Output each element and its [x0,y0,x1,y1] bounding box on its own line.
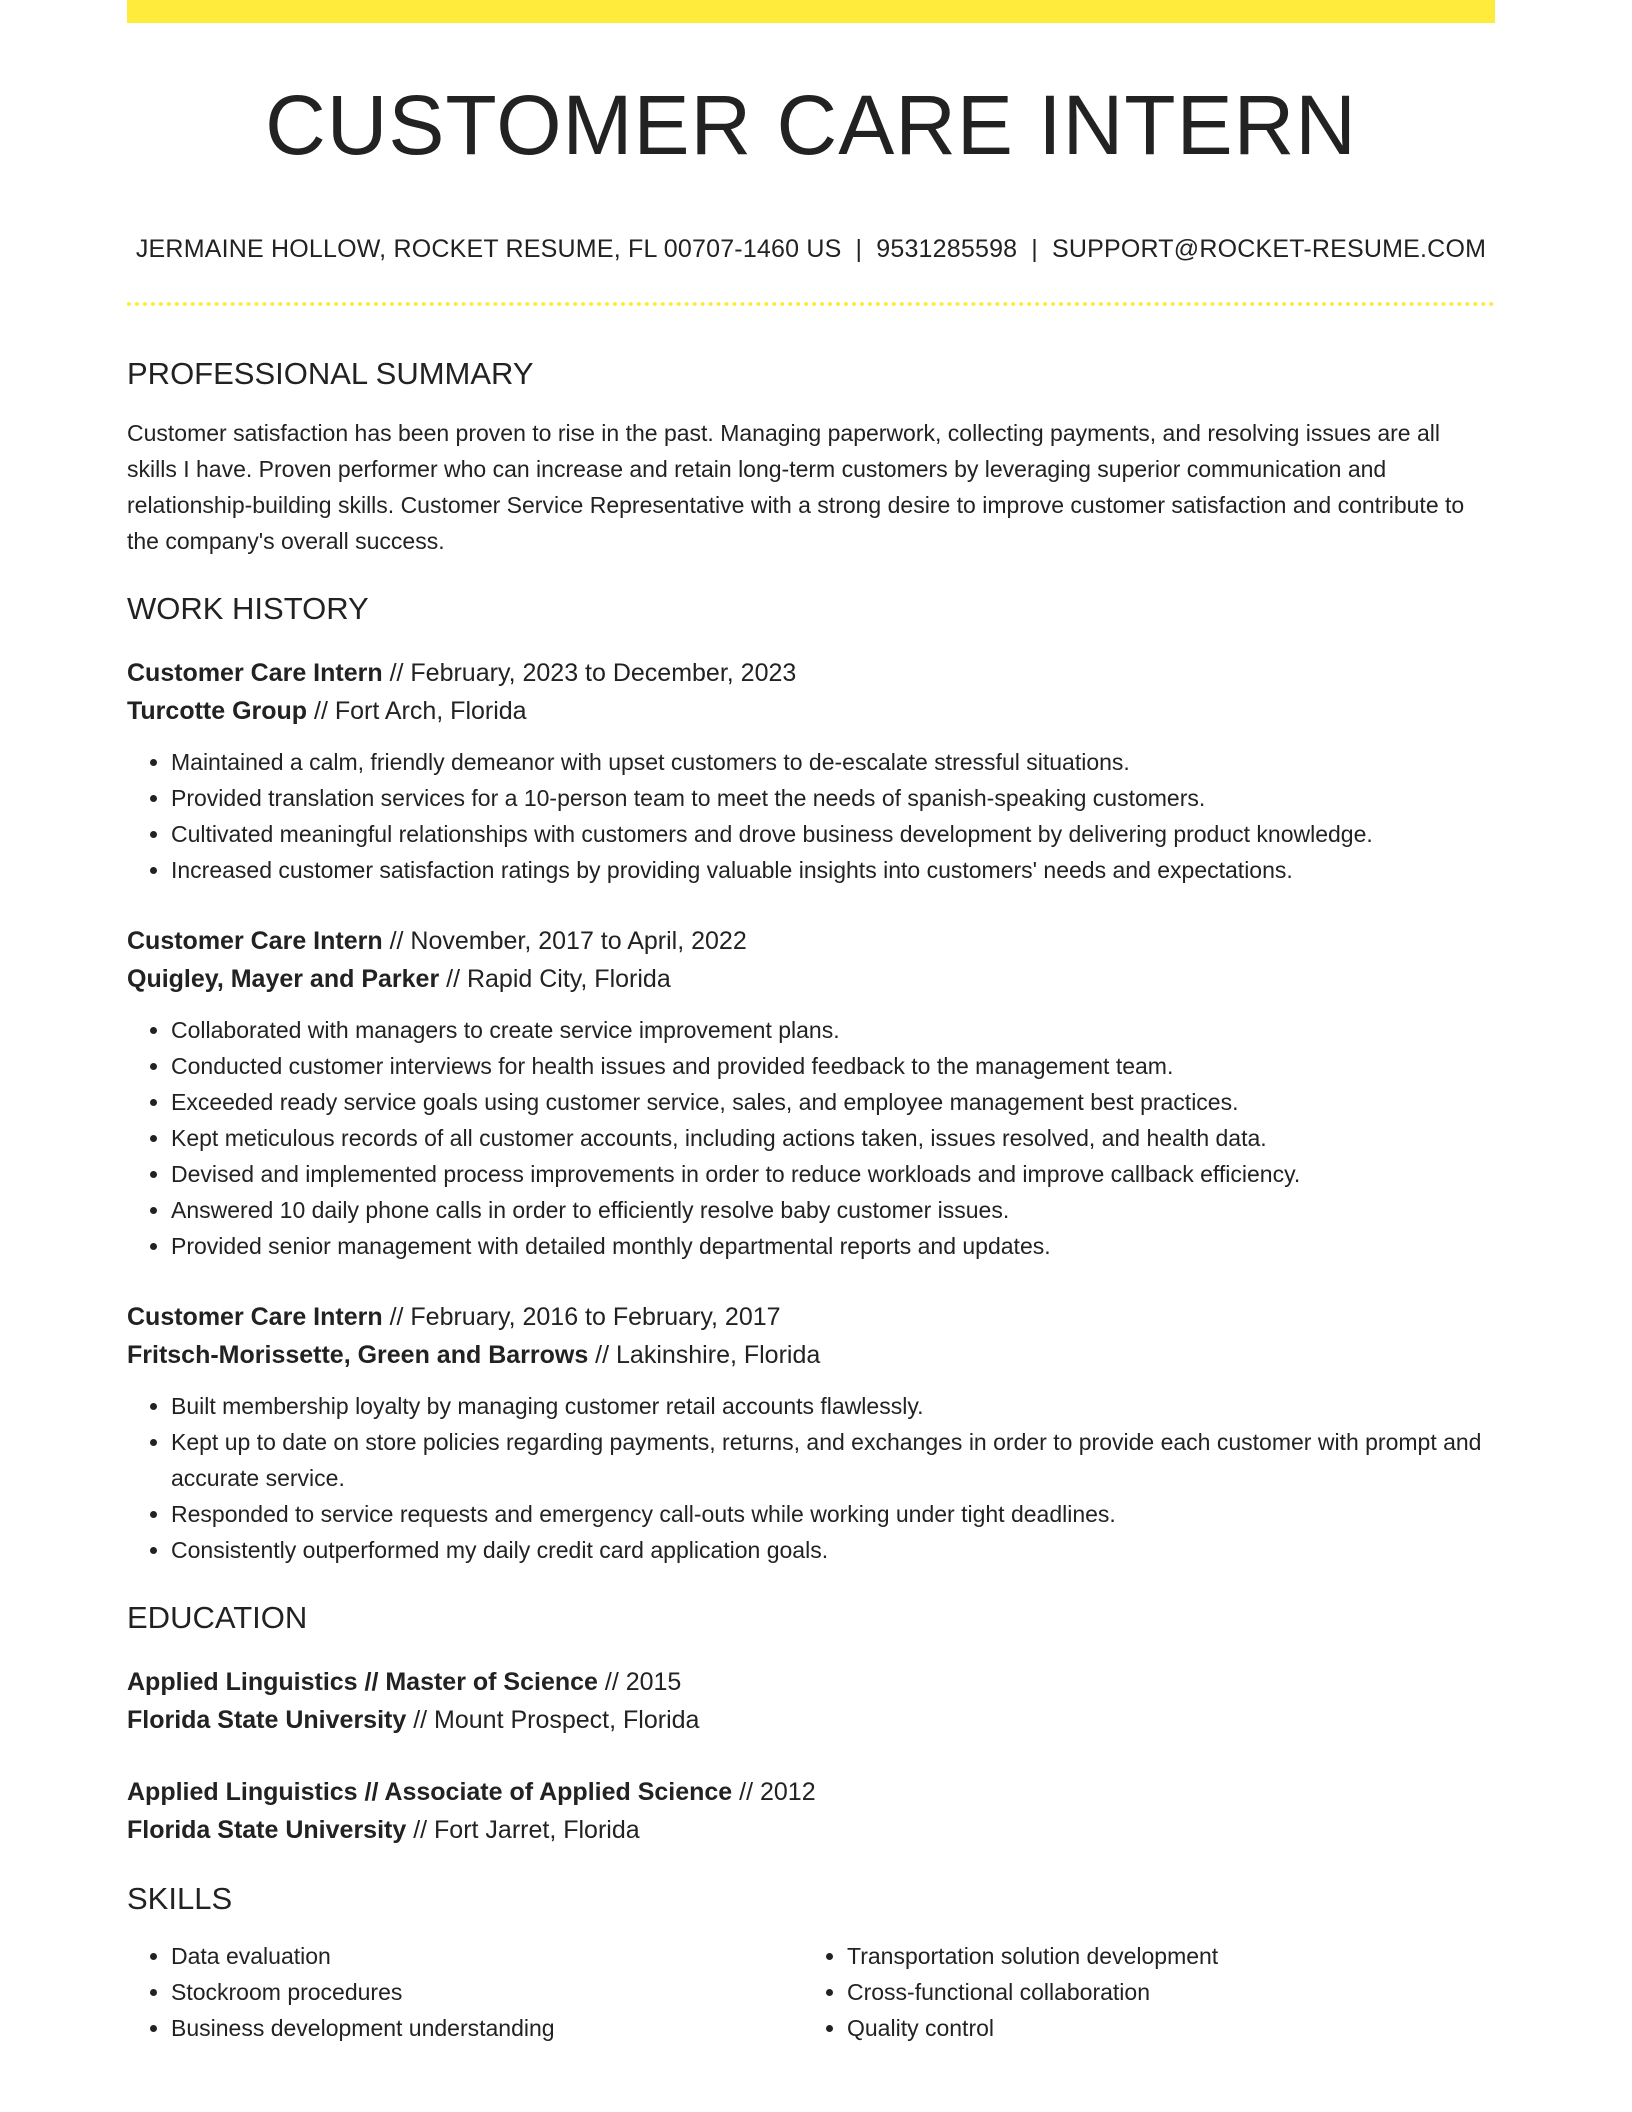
degree-year: // 2015 [597,1668,682,1696]
job-bullets [127,1012,1495,1264]
education-entry [127,1773,1495,1849]
job-bullet: • Responded to service requests and emergency call-outs while working under tight deadlines. [171,1496,1495,1532]
degree-year: // 2012 [732,1778,816,1806]
job-location: // Lakinshire, Florida [588,1341,821,1369]
degree-line [127,1663,1495,1701]
job-entry [127,1298,1495,1568]
work-history-heading: WORK HISTORY [127,591,369,626]
job-company: Turcotte Group [127,697,308,725]
job-company: Fritsch-Morissette, Green and Barrows [127,1341,589,1369]
job-dates: // February, 2016 to February, 2017 [382,1303,781,1331]
job-bullet: • Built membership loyalty by managing customer retail accounts flawlessly. [171,1388,1495,1424]
job-title-line [127,654,1495,692]
skill-item: • Transportation solution development [847,1938,1477,1974]
summary-heading: PROFESSIONAL SUMMARY [127,356,534,391]
job-entry [127,654,1495,888]
contact-separator: | [855,235,863,263]
job-title: Customer Care Intern [127,659,383,687]
job-bullet: • Increased customer satisfaction ratings by providing valuable insights into customers' needs and expectations. [171,852,1495,888]
education-entry [127,1663,1495,1739]
skills-list-right [801,1938,1477,2046]
degree: Applied Linguistics // Associate of Applied Science [127,1778,733,1806]
contact-separator: | [1031,235,1038,263]
degree-line [127,1773,1495,1811]
job-bullet: • Cultivated meaningful relationships with customers and drove business development by delivering product knowledge. [171,816,1495,852]
job-company-line [127,960,1495,998]
job-dates: // February, 2023 to December, 2023 [382,659,797,687]
contact-address: JERMAINE HOLLOW, ROCKET RESUME, FL 00707-1460 US [135,235,842,263]
resume-page [127,0,1495,2046]
accent-top-bar [127,0,1495,23]
degree: Applied Linguistics // Master of Science [127,1668,598,1696]
job-bullets [127,744,1495,888]
skill-item: • Business development understanding [171,2010,801,2046]
summary-text: Customer satisfaction has been proven to rise in the past. Managing paperwork, collecting payments, and resolving issues are all skills I have. Proven performer who can increase and retain long-term customers by leveraging superior communication and relationship-building skills. Customer Service Representative with a strong desire to improve customer satisfaction and contribute to the company's overall success. [127,420,1465,554]
skills-columns [127,1938,1495,2046]
job-title: Customer Care Intern [127,927,383,955]
job-location: // Fort Arch, Florida [307,697,527,725]
job-company: Quigley, Mayer and Parker [127,965,440,993]
school-location: // Fort Jarret, Florida [406,1816,640,1844]
dotted-divider [127,302,1495,306]
job-bullets [127,1388,1495,1568]
job-bullet: • Maintained a calm, friendly demeanor with upset customers to de-escalate stressful situations. [171,744,1495,780]
job-company-line [127,692,1495,730]
skill-item: • Cross-functional collaboration [847,1974,1477,2010]
school: Florida State University [127,1816,407,1844]
contact-line [127,235,1495,264]
job-bullet: • Devised and implemented process improvements in order to reduce workloads and improve callback efficiency. [171,1156,1495,1192]
resume-title: CUSTOMER CARE INTERN [265,78,1357,172]
education-heading: EDUCATION [127,1600,308,1635]
job-bullet: • Kept up to date on store policies regarding payments, returns, and exchanges in order to provide each customer with prompt and accurate service. [171,1424,1495,1496]
contact-phone: 9531285598 [876,235,1018,263]
job-title-line [127,922,1495,960]
job-bullet: • Conducted customer interviews for health issues and provided feedback to the management team. [171,1048,1495,1084]
job-location: // Rapid City, Florida [439,965,671,993]
job-bullet: • Provided senior management with detailed monthly departmental reports and updates. [171,1228,1495,1264]
contact-email: SUPPORT@ROCKET-RESUME.COM [1051,235,1487,263]
school-line [127,1811,1495,1849]
school-line [127,1701,1495,1739]
skill-item: • Stockroom procedures [171,1974,801,2010]
school: Florida State University [127,1706,407,1734]
job-bullet: • Collaborated with managers to create service improvement plans. [171,1012,1495,1048]
skill-item: • Quality control [847,2010,1477,2046]
skills-list-left [127,1938,801,2046]
skills-heading: SKILLS [127,1881,233,1916]
job-bullet: • Provided translation services for a 10-person team to meet the needs of spanish-speaking customers. [171,780,1495,816]
skill-item: • Data evaluation [171,1938,801,1974]
job-dates: // November, 2017 to April, 2022 [382,927,747,955]
job-company-line [127,1336,1495,1374]
job-title-line [127,1298,1495,1336]
job-bullet: • Consistently outperformed my daily credit card application goals. [171,1532,1495,1568]
job-bullet: • Exceeded ready service goals using customer service, sales, and employee management best practices. [171,1084,1495,1120]
job-bullet: • Kept meticulous records of all customer accounts, including actions taken, issues resolved, and health data. [171,1120,1495,1156]
job-bullet: • Answered 10 daily phone calls in order to efficiently resolve baby customer issues. [171,1192,1495,1228]
job-title: Customer Care Intern [127,1303,383,1331]
job-entry [127,922,1495,1264]
school-location: // Mount Prospect, Florida [406,1706,700,1734]
